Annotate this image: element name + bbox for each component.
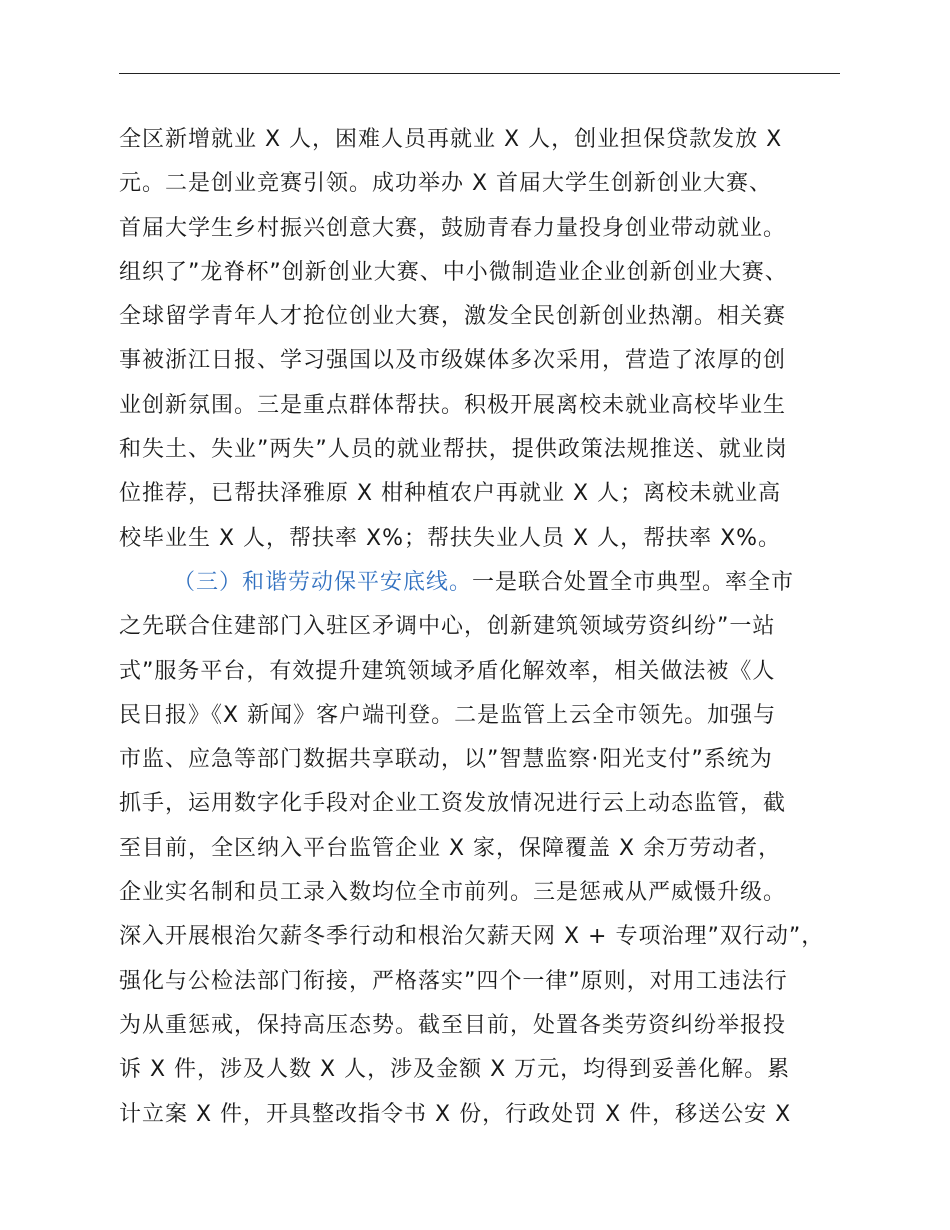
text-line: 组织了”龙脊杯”创新创业大赛、中小微制造业企业创新创业大赛、 — [119, 259, 788, 285]
text-line: 计立案 X 件，开具整改指令书 X 份，行政处罚 X 件，移送公安 X — [119, 1101, 792, 1127]
section-heading: （三）和谐劳动保平安底线。 — [173, 569, 473, 595]
text-line: 和失土、失业”两失”人员的就业帮扶，提供政策法规推送、就业岗 — [119, 437, 788, 463]
text-line: 全区新增就业 X 人，困难人员再就业 X 人，创业担保贷款发放 X — [119, 127, 783, 152]
text-line: 抓手，运用数字化手段对企业工资发放情况进行云上动态监管，截 — [119, 791, 787, 817]
document-body — [119, 118, 879, 1137]
text-line: 全球留学青年人才抢位创业大赛，激发全民创新创业热潮。相关赛 — [119, 304, 787, 330]
text-line: 首届大学生乡村振兴创意大赛，鼓励青春力量投身创业带动就业。 — [119, 215, 787, 241]
text-line: 之先联合住建部门入驻区矛调中心，创新建筑领域劳资纠纷”一站 — [119, 614, 776, 640]
text-line: 校毕业生 X 人，帮扶率 X%；帮扶失业人员 X 人，帮扶率 X%。 — [119, 525, 782, 551]
text-line: 位推荐，已帮扶泽雅原 X 柑种植农户再就业 X 人；离校未就业高 — [119, 481, 782, 507]
section-first-line-rest: 一是联合处置全市典型。率全市 — [472, 569, 795, 595]
text-line: 深入开展根治欠薪冬季行动和根治欠薪天网 X + 专项治理”双行动”， — [119, 924, 825, 950]
text-line: 为从重惩戒，保持高压态势。截至目前，处置各类劳资纠纷举报投 — [119, 1012, 787, 1038]
text-line: 式”服务平台，有效提升建筑领域矛盾化解效率，相关做法被《人 — [119, 658, 776, 684]
text-line: 市监、应急等部门数据共享联动，以”智慧监察·阳光支付”系统为 — [119, 747, 773, 773]
text-line: 诉 X 件，涉及人数 X 人，涉及金额 X 万元，均得到妥善化解。累 — [119, 1057, 791, 1083]
text-line: 至目前，全区纳入平台监管企业 X 家，保障覆盖 X 余万劳动者， — [119, 835, 782, 861]
header-rule — [119, 73, 840, 74]
text-line: 强化与公检法部门衔接，严格落实”四个一律”原则，对用工违法行 — [119, 968, 788, 994]
text-line: 民日报》《X 新闻》客户端刊登。二是监管上云全市领先。加强与 — [119, 702, 777, 728]
text-line: 事被浙江日报、学习强国以及市级媒体多次采用，营造了浓厚的创 — [119, 348, 787, 374]
text-line: 业创新氛围。三是重点群体帮扶。积极开展离校未就业高校毕业生 — [119, 392, 787, 418]
section-first-line — [119, 561, 879, 605]
text-line: 企业实名制和员工录入数均位全市前列。三是惩戒从严威慑升级。 — [119, 880, 787, 906]
text-line: 元。二是创业竞赛引领。成功举办 X 首届大学生创新创业大赛、 — [119, 171, 773, 197]
